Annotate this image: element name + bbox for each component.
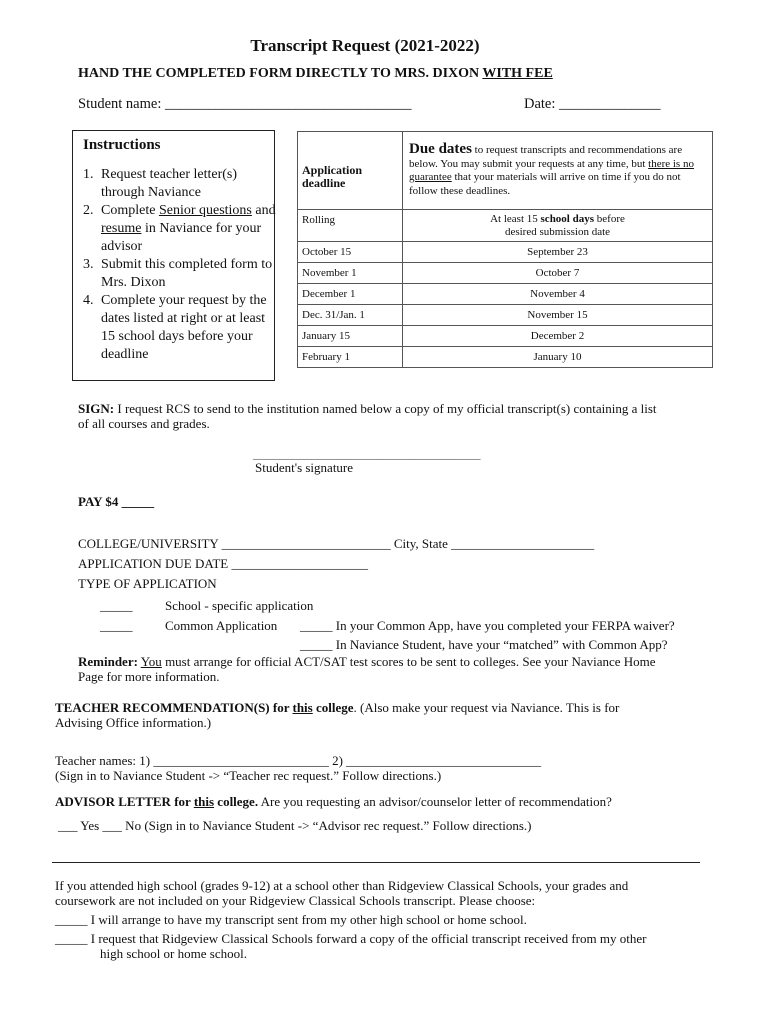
reminder-you: You (140, 654, 162, 669)
rolling-due-text: desired submission date (504, 225, 611, 238)
instructions-heading: Instructions (83, 137, 161, 153)
sign-label: SIGN: (78, 401, 115, 416)
teacher-rec-label: TEACHER RECOMMENDATION(S) for (55, 700, 293, 715)
application-due-date-field[interactable]: APPLICATION DUE DATE _____________________ (78, 556, 368, 571)
table-row (298, 210, 713, 242)
reminder (78, 654, 656, 670)
instruction-text: in Naviance for your advisor (101, 221, 262, 254)
due-date-cell: December 2 (403, 326, 713, 347)
instruction-text: and (251, 203, 276, 218)
no-guarantee-text: there is no guarantee (409, 157, 694, 183)
deadline-cell: January 15 (298, 326, 403, 347)
other-school-option-forward-continued: high school or home school. (100, 946, 247, 961)
deadline-cell: November 1 (298, 263, 403, 284)
rolling-deadline: Rolling (298, 210, 403, 242)
teacher-rec-text: . (Also make your request via Naviance. This is for (353, 700, 620, 715)
instruction-number: 1. (83, 167, 94, 182)
instruction-number: 3. (83, 257, 94, 272)
instruction-text: Submit this completed form to Mrs. Dixon (101, 257, 273, 290)
senior-questions-link: Senior questions (158, 203, 252, 218)
teacher-rec-college: college (312, 700, 354, 715)
fee-emphasis: WITH FEE (482, 66, 553, 81)
rolling-due-text: At least 15 (490, 212, 541, 225)
advisor-letter-question: Are you requesting an advisor/counselor letter of recommendation? (258, 794, 612, 809)
rolling-due-text: before (594, 212, 625, 225)
other-school-text-continued: coursework are not included on your Ridgeview Classical Schools transcript. Please choose: (55, 893, 536, 908)
reminder-label: Reminder: (78, 654, 138, 669)
date-field[interactable]: Date: ______________ (524, 96, 661, 112)
deadline-cell: February 1 (298, 347, 403, 368)
advisor-letter-label: ADVISOR LETTER for (55, 794, 194, 809)
student-name-field[interactable]: Student name: __________________________________ (78, 96, 412, 112)
submission-instruction (78, 66, 553, 82)
deadline-cell: October 15 (298, 242, 403, 263)
due-dates-table (297, 131, 713, 368)
school-specific-checkbox[interactable]: _____ (100, 598, 133, 613)
instruction-item (83, 292, 281, 364)
instruction-text: Complete your request by the dates listed at right or at least 15 school days before your deadline (101, 293, 267, 362)
ferpa-waiver-field[interactable]: _____ In your Common App, have you completed your FERPA waiver? (300, 618, 675, 633)
pay-field[interactable]: PAY $4 _____ (78, 494, 155, 509)
deadline-cell: Dec. 31/Jan. 1 (298, 305, 403, 326)
page-title: Transcript Request (2021-2022) (250, 36, 480, 55)
naviance-match-field[interactable]: _____ In Naviance Student, have your “matched” with Common App? (300, 637, 668, 652)
application-deadline-header: Application deadline (298, 132, 403, 210)
teacher-rec-this: this (292, 700, 313, 715)
due-dates-description: that your materials will arrive on time if you do not follow these deadlines. (409, 171, 681, 197)
reminder-text: must arrange for official ACT/SAT test scores to be sent to colleges. See your Naviance Home (161, 654, 656, 669)
other-school-option-arrange[interactable]: _____ I will arrange to have my transcript sent from my other high school or home school. (55, 912, 527, 927)
resume-link: resume (101, 221, 142, 236)
table-row (298, 326, 713, 347)
instruction-item (83, 166, 281, 202)
table-header-row (298, 132, 713, 210)
common-app-label: Common Application (165, 618, 278, 633)
due-date-cell: November 15 (403, 305, 713, 326)
due-dates-header (403, 132, 713, 210)
due-date-cell: January 10 (403, 347, 713, 368)
section-divider (52, 862, 700, 863)
instruction-item (83, 202, 281, 256)
deadline-cell: December 1 (298, 284, 403, 305)
school-specific-label: School - specific application (165, 598, 314, 613)
sign-text-continued: of all courses and grades. (78, 416, 210, 431)
teacher-rec-text-continued: Advising Office information.) (55, 715, 212, 730)
instructions-list (83, 166, 281, 364)
advisor-letter-heading (55, 794, 612, 810)
instruction-number: 2. (83, 203, 94, 218)
advisor-letter-college: college. (214, 794, 259, 809)
due-dates-description: to request transcripts and recommendations are below. You may submit your requests at any time, but (409, 144, 683, 170)
rolling-due (403, 210, 713, 242)
due-date-cell: November 4 (403, 284, 713, 305)
submission-instruction-text: HAND THE COMPLETED FORM DIRECTLY TO MRS. DIXON (78, 66, 483, 81)
instruction-text: Request teacher letter(s) through Naviance (101, 167, 238, 200)
other-school-option-forward[interactable]: _____ I request that Ridgeview Classical Schools forward a copy of the official transcript received from my other (55, 931, 647, 946)
teacher-names-field[interactable]: Teacher names: 1) ___________________________ 2) ______________________________ (55, 753, 542, 768)
instruction-number: 4. (83, 293, 94, 308)
table-row (298, 242, 713, 263)
reminder-text-continued: Page for more information. (78, 669, 220, 684)
table-row (298, 305, 713, 326)
teacher-rec-heading (55, 700, 619, 716)
instruction-item (83, 256, 281, 292)
sign-statement (78, 401, 657, 417)
advisor-yes-no-field[interactable]: ___ Yes ___ No (Sign in to Naviance Student -> “Advisor rec request.” Follow directions.) (58, 818, 532, 833)
other-school-text: If you attended high school (grades 9-12) at a school other than Ridgeview Classical Schools, your grades and (55, 878, 629, 893)
signature-label: Student's signature (255, 460, 354, 475)
due-date-cell: September 23 (403, 242, 713, 263)
advisor-letter-this: this (193, 794, 215, 809)
sign-text: I request RCS to send to the institution named below a copy of my official transcript(s) containing a list (114, 401, 657, 416)
table-row (298, 263, 713, 284)
signature-line[interactable]: ___________________________________ (253, 446, 481, 461)
common-app-checkbox[interactable]: _____ (100, 618, 133, 633)
due-date-cell: October 7 (403, 263, 713, 284)
school-days-emphasis: school days (540, 212, 595, 225)
table-row (298, 284, 713, 305)
table-row (298, 347, 713, 368)
instruction-text: Complete (101, 203, 159, 218)
instructions-box (72, 130, 275, 381)
due-dates-title: Due dates (409, 141, 472, 157)
teacher-rec-note: (Sign in to Naviance Student -> “Teacher rec request.” Follow directions.) (55, 768, 442, 783)
college-field[interactable]: COLLEGE/UNIVERSITY __________________________ City, State ______________________ (78, 536, 595, 551)
application-type-label: TYPE OF APPLICATION (78, 576, 217, 591)
